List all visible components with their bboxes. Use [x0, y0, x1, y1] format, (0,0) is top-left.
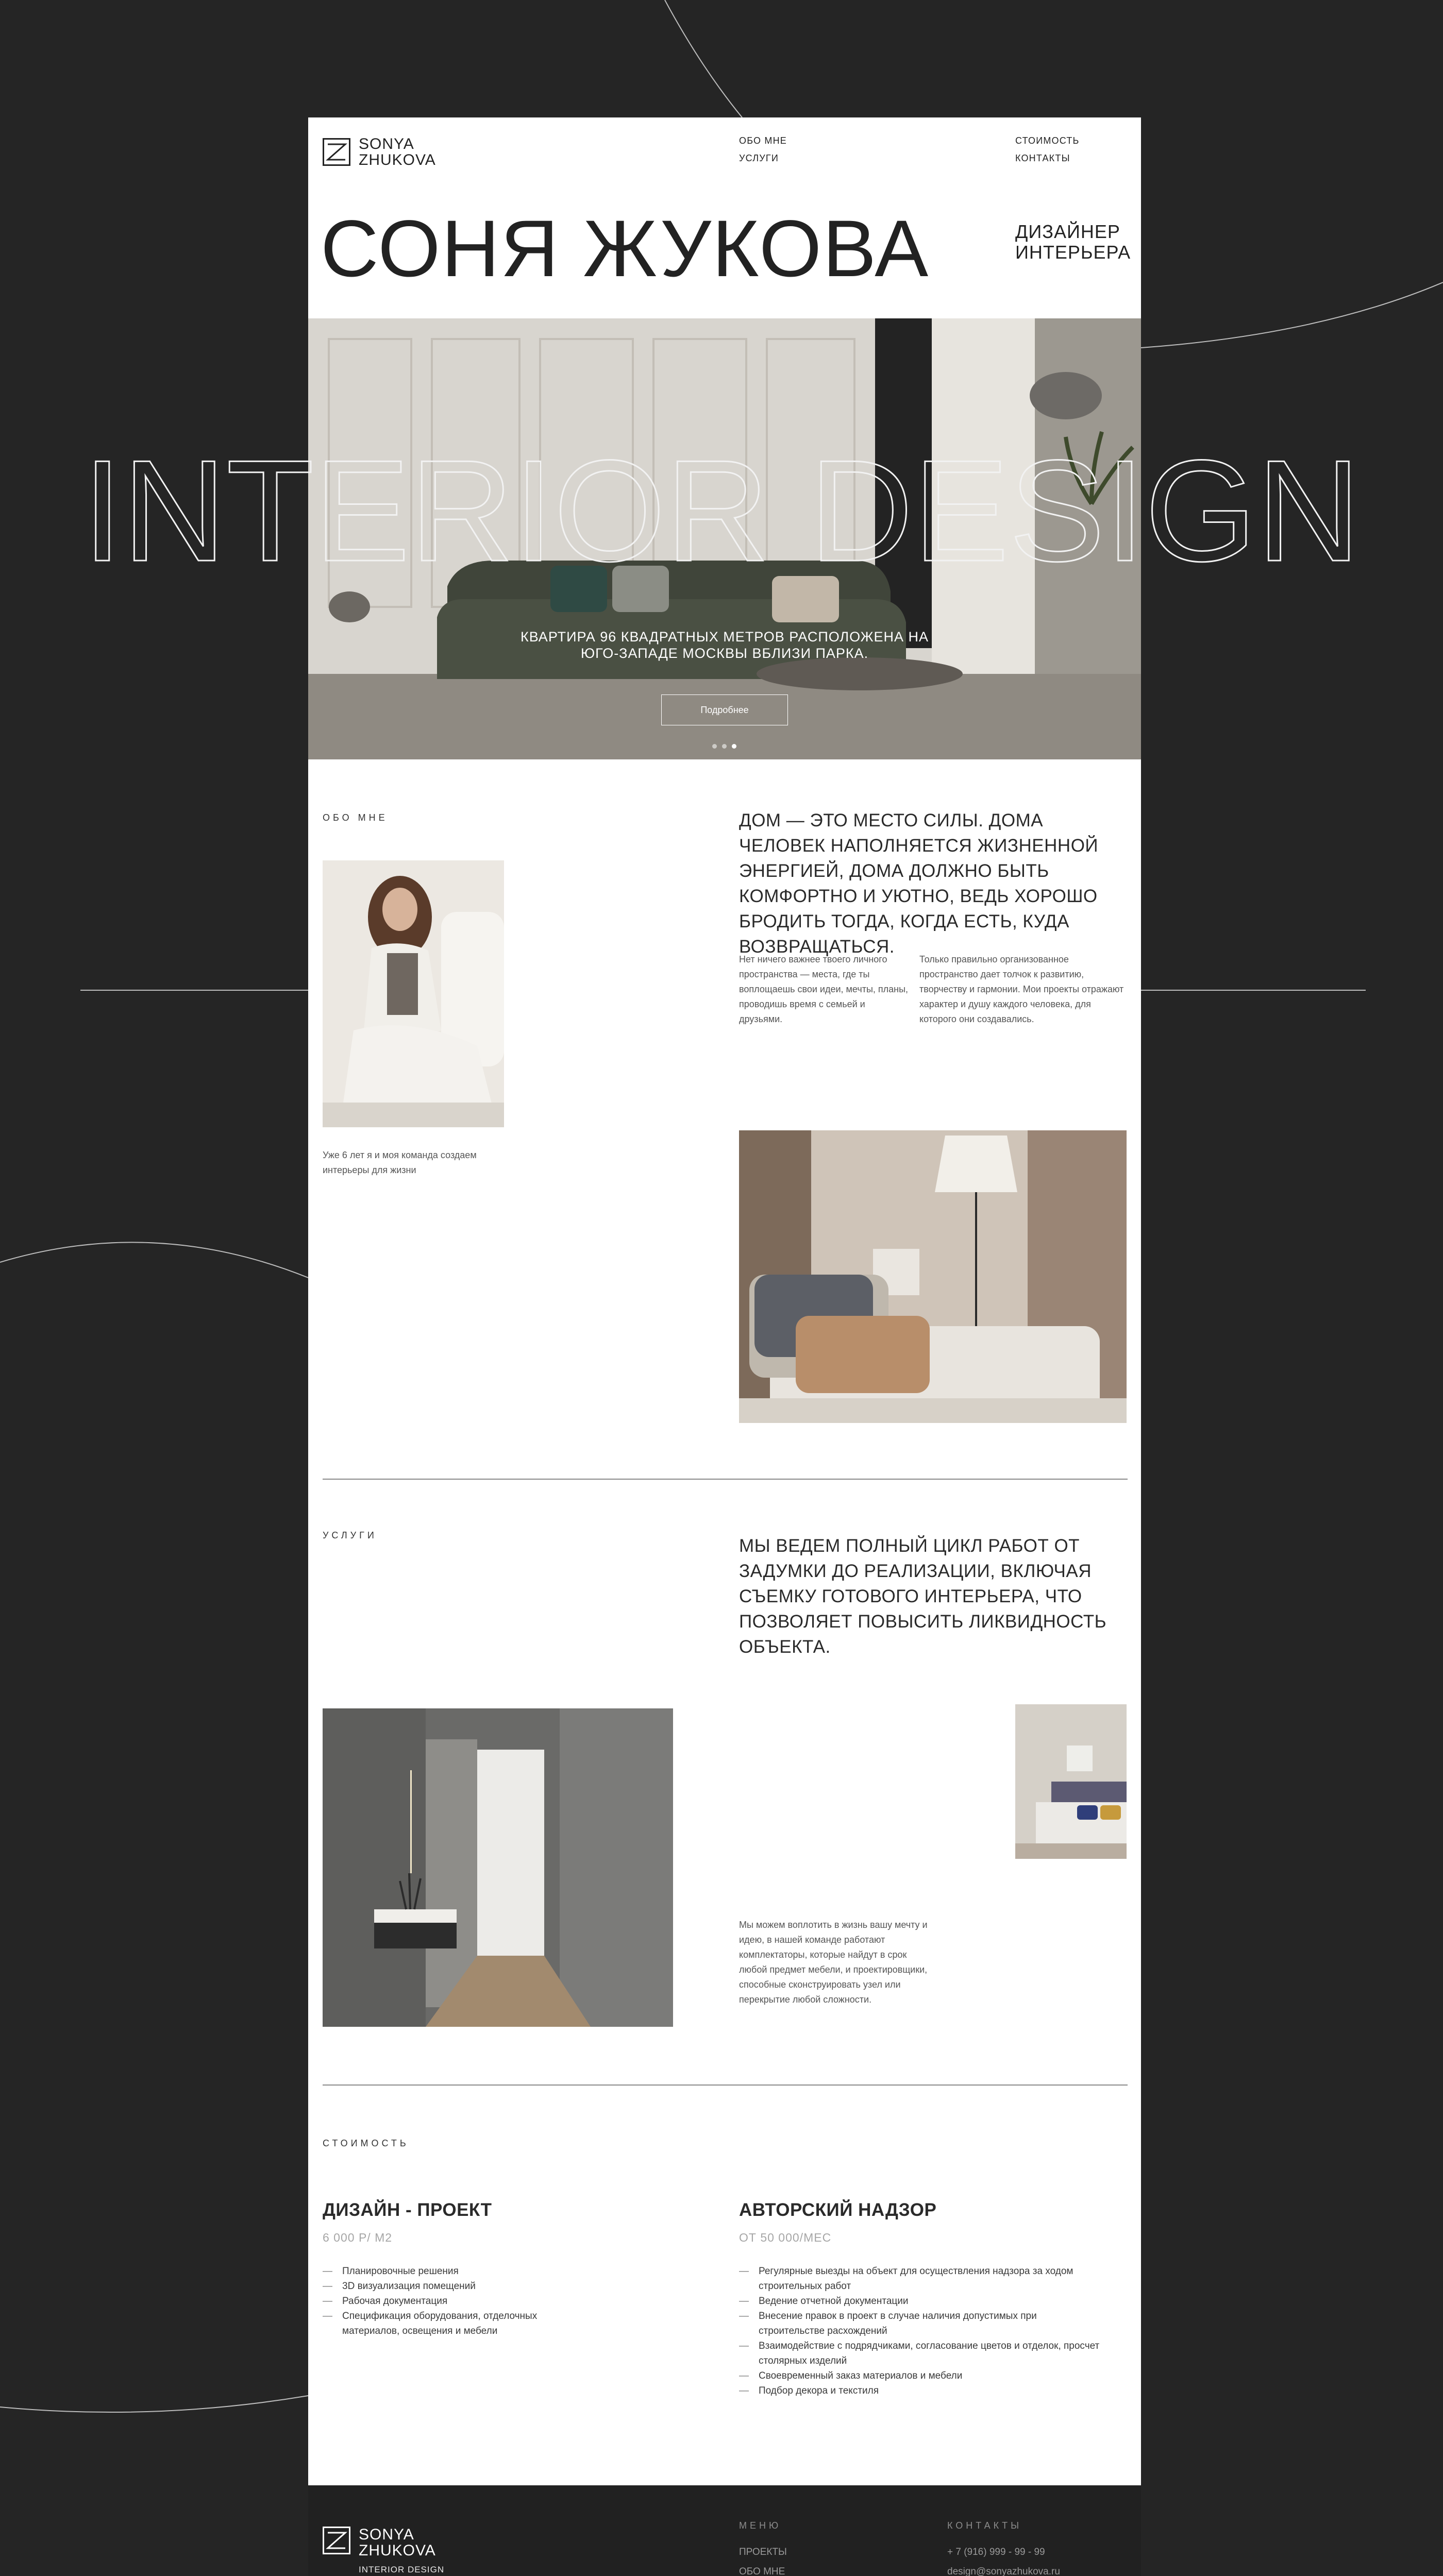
hallway-photo [323, 1708, 673, 2027]
nav-pricing[interactable]: СТОИМОСТЬ [1015, 135, 1080, 146]
plan-item: — Ведение отчетной документации [739, 2294, 1100, 2309]
plan-supervision-list [739, 2264, 1100, 2398]
hero-caption-line: КВАРТИРА 96 КВАДРАТНЫХ МЕТРОВ РАСПОЛОЖЕНА НА [520, 629, 929, 645]
plan-item: — Рабочая документация [323, 2294, 591, 2309]
portrait-illustration [323, 860, 504, 1127]
plan-design-list [323, 2264, 591, 2338]
about-lead: ДОМ — ЭТО МЕСТО СИЛЫ. ДОМА ЧЕЛОВЕК НАПОЛНЯЕТСЯ ЖИЗНЕННОЙ ЭНЕРГИЕЙ, ДОМА ДОЛЖНО БЫТЬ КОМФОРТНО И УЮТНО, ВЕДЬ ХОРОШО БРОДИТЬ ТОГДА, КОГДА ЕСТЬ, КУДА ВОЗВРАЩАТЬСЯ. [739, 810, 1099, 957]
services-label: УСЛУГИ [323, 1530, 377, 1540]
plan-supervision-title: АВТОРСКИЙ НАДЗОР [739, 2200, 937, 2220]
hero-subtitle-line: ДИЗАЙНЕР [1015, 221, 1120, 242]
slide-dot[interactable] [712, 744, 717, 749]
footer-logo-last: ZHUKOVA [359, 2542, 436, 2559]
logo-mark-icon [323, 138, 350, 166]
footer-contacts-label: КОНТАКТЫ [947, 2520, 1022, 2531]
slide-dot-active[interactable] [732, 744, 736, 749]
plan-item: — Своевременный заказ материалов и мебели [739, 2368, 1100, 2383]
section-divider [323, 1479, 1128, 1480]
footer-link-projects[interactable]: ПРОЕКТЫ [739, 2547, 787, 2557]
services-text: Мы можем воплотить в жизнь вашу мечту и идею, в нашей команде работают комплектаторы, которые найдут в срок любой предмет мебели, и проектировщики, способные сконструировать узел или перекрытие любой сложности. [739, 1920, 928, 2005]
plan-item: — Взаимодействие с подрядчиками, согласование цветов и отделок, просчет столярных изделий [739, 2338, 1100, 2368]
hero-title: СОНЯ ЖУКОВА [321, 204, 930, 294]
hero-subtitle [1015, 222, 1131, 263]
about-text-2: Только правильно организованное пространство дает толчок к развитию, творчеству и гармонии. Мои проекты отражают характер и душу каждого человека, для которого они создавались. [919, 954, 1124, 1024]
nav-about[interactable]: ОБО МНЕ [739, 135, 787, 146]
plan-design-title: ДИЗАЙН - ПРОЕКТ [323, 2200, 492, 2220]
nav-left [739, 133, 787, 166]
plan-item: — Планировочные решения [323, 2264, 591, 2279]
logo-text [359, 136, 436, 168]
landing-page [308, 117, 1141, 2485]
footer-phone[interactable]: + 7 (916) 999 - 99 - 99 [947, 2547, 1045, 2557]
hero-caption [308, 629, 1141, 662]
footer-logo-first: SONYA [359, 2526, 414, 2543]
about-caption: Уже 6 лет я и моя команда создаем интерьеры для жизни [323, 1150, 477, 1175]
plan-item: — Спецификация оборудования, отделочных материалов, освещения и мебели [323, 2309, 591, 2338]
footer [308, 2485, 1141, 2576]
footer-link-about[interactable]: ОБО МНЕ [739, 2566, 785, 2576]
footer-menu [739, 2520, 801, 2576]
footer-tagline: INTERIOR DESIGN [359, 2565, 445, 2574]
nav-services[interactable]: УСЛУГИ [739, 153, 779, 163]
footer-logo-text [359, 2527, 444, 2576]
nav-contacts[interactable]: КОНТАКТЫ [1015, 153, 1070, 163]
bedroom-thumb-illustration [1015, 1704, 1127, 1859]
section-divider [323, 2084, 1128, 2086]
slider-dots [712, 744, 736, 749]
pricing-label: СТОИМОСТЬ [323, 2138, 409, 2148]
hero-slider [308, 318, 1141, 759]
nav-right [1015, 133, 1080, 166]
bedroom-thumb-photo [1015, 1704, 1127, 1859]
logo-last: ZHUKOVA [359, 151, 436, 168]
hallway-illustration [323, 1708, 673, 2027]
footer-email[interactable]: design@sonyazhukova.ru [947, 2566, 1060, 2576]
plan-supervision-price: ОТ 50 000/МЕС [739, 2231, 832, 2244]
about-label: ОБО МНЕ [323, 812, 388, 823]
footer-menu-label: МЕНЮ [739, 2520, 782, 2531]
interior-design-outline-text: INTERIOR DESIGN [82, 431, 1361, 591]
bedroom-pillows-photo [739, 1130, 1127, 1423]
hero-caption-line: ЮГО-ЗАПАДЕ МОСКВЫ ВБЛИЗИ ПАРКА. [580, 646, 869, 661]
footer-logo[interactable] [323, 2527, 444, 2576]
living-room-photo [308, 318, 1141, 759]
plan-item: — Подбор декора и текстиля [739, 2383, 1100, 2398]
services-lead: МЫ ВЕДЕМ ПОЛНЫЙ ЦИКЛ РАБОТ ОТ ЗАДУМКИ ДО РЕАЛИЗАЦИИ, ВКЛЮЧАЯ СЪЕМКУ ГОТОВОГО ИНТЕРЬЕРА, ЧТО ПОЗВОЛЯЕТ ПОВЫСИТЬ ЛИКВИДНОСТЬ ОБЪЕКТА. [739, 1536, 1107, 1657]
plan-item: — 3D визуализация помещений [323, 2279, 591, 2294]
plan-item: — Регулярные выезды на объект для осуществления надзора за ходом строительных работ [739, 2264, 1100, 2294]
hero-subtitle-line: ИНТЕРЬЕРА [1015, 242, 1131, 263]
plan-item: — Внесение правок в проект в случае наличия допустимых при строительстве расхождений [739, 2309, 1100, 2338]
bedroom-illustration [739, 1130, 1127, 1423]
footer-logo-mark-icon [323, 2527, 350, 2554]
slide-dot[interactable] [722, 744, 727, 749]
plan-design-price: 6 000 Р/ М2 [323, 2231, 393, 2244]
footer-contacts [947, 2520, 1060, 2576]
logo[interactable] [323, 136, 436, 168]
more-button[interactable]: Подробнее [661, 694, 788, 725]
about-text-1: Нет ничего важнее твоего личного пространства — места, где ты воплощаешь свои идеи, мечты, планы, проводишь время с семьей и друзьями. [739, 954, 909, 1024]
portrait-photo [323, 860, 504, 1127]
logo-first: SONYA [359, 135, 414, 152]
